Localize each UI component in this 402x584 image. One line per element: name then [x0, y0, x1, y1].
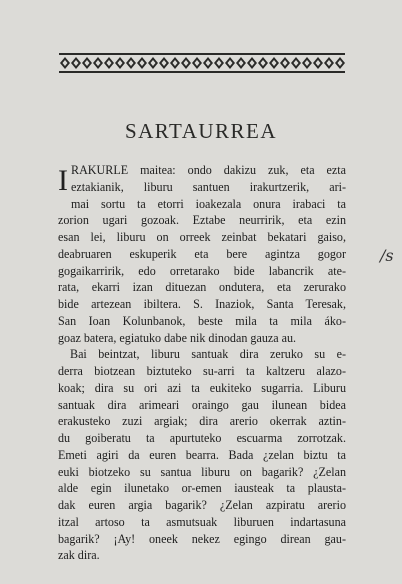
text-line: koak; dira su ori azi ta eukiteko sugarria. Liburu — [58, 380, 346, 395]
ornament-diamond-icon — [71, 57, 81, 69]
text-line: mai sortu ta etorri ioakezala onura irabaci ta — [71, 196, 346, 211]
text-line: esan lei, liburu on orreek zeinbat bekatari gaiso, — [58, 230, 346, 244]
text-line: deabruaren eskuperik eta bere agintza gogor — [58, 246, 346, 261]
ornament-diamond-icon — [269, 57, 279, 69]
ornament-diamond-icon — [247, 57, 257, 69]
ornament-diamond-icon — [93, 57, 103, 69]
text-line: gogaikarririk, edo orretarako bide labancrik ate- — [58, 263, 346, 278]
body-text — [58, 162, 346, 564]
text-line: San Ioan Kolunbanok, beste mila ta mila áko- — [58, 313, 346, 328]
text-line: dak euren argia bagarik? ¿Zelan azpiratu arerio — [58, 498, 346, 512]
text-line: itzal artoso ta asmutsuak liburuen indartasuna — [58, 514, 346, 529]
ornament-diamond-icon — [192, 57, 202, 69]
ornament-diamond-icon — [214, 57, 224, 69]
ornament-diamond-icon — [335, 57, 345, 69]
ornament-diamond-icon — [313, 57, 323, 69]
ornament-diamond-icon — [280, 57, 290, 69]
text-line: goaz batera, egiatuko dabe nik dinodan gauza au. — [58, 330, 297, 345]
text-line: euki biotzeko su santua liburu on bagarik? ¿Zelan — [58, 464, 346, 479]
ornament-pattern-icon — [59, 55, 345, 71]
text-line: Emeti agiri da euren bearra. Bada ¿zelan biztu ta — [58, 447, 346, 462]
text-line: Bai beintzat, liburu santuak dira zeruko su e- — [70, 347, 346, 362]
ornament-diamond-icon — [203, 57, 213, 69]
margin-annotation: /s — [380, 246, 394, 265]
text-line: eztakianik, liburu santuen irakurtzerik, ari- — [71, 179, 346, 194]
ornament-diamond-icon — [82, 57, 92, 69]
ornament-diamond-icon — [104, 57, 114, 69]
text-line: du goiberatu ta apurtuteko escuarma zorrotzak. — [58, 431, 346, 445]
ornament-diamond-icon — [148, 57, 158, 69]
text-line: alde egin ilunetako or-emen iausteak ta plausta- — [58, 481, 346, 496]
ornament-diamond-icon — [137, 57, 147, 69]
text-line: rata, ekarri izan dituezan ondutera, eta zerurako — [58, 280, 346, 295]
header-ornament-band — [59, 53, 345, 73]
text-line: santuak dira arimeari oraingo gau ilunean bidea — [58, 397, 346, 412]
text-line: RAKURLE maitea: ondo dakizu zuk, eta ezta — [71, 163, 346, 177]
ornament-diamond-icon — [60, 57, 70, 69]
drop-cap: I — [58, 164, 68, 197]
text-line: bagarik? ¡Ay! oneek nekez egingo direan gau- — [58, 531, 346, 546]
text-line: zorion ugari gozoak. Eztabe neurririk, eta ezin — [58, 213, 346, 228]
ornament-diamond-icon — [181, 57, 191, 69]
text-line: derra biotzean biztuteko su-arri ta kaltzeru alazo- — [58, 364, 346, 378]
ornament-diamond-icon — [170, 57, 180, 69]
text-line: bide artezean ibiltera. S. Inaziok, Santa Teresak, — [58, 297, 346, 311]
ornament-diamond-icon — [324, 57, 334, 69]
text-line: zak dira. — [58, 548, 100, 563]
ornament-diamond-icon — [291, 57, 301, 69]
ornament-diamond-icon — [115, 57, 125, 69]
ornament-diamond-icon — [126, 57, 136, 69]
ornament-diamond-icon — [159, 57, 169, 69]
text-line: erakusteko zuzi argiak; dira arerio okerrak aztin- — [58, 414, 346, 429]
ornament-diamond-icon — [236, 57, 246, 69]
ornament-diamond-icon — [302, 57, 312, 69]
ornament-diamond-icon — [225, 57, 235, 69]
page-title: SARTAURREA — [124, 119, 278, 143]
ornament-diamond-icon — [258, 57, 268, 69]
